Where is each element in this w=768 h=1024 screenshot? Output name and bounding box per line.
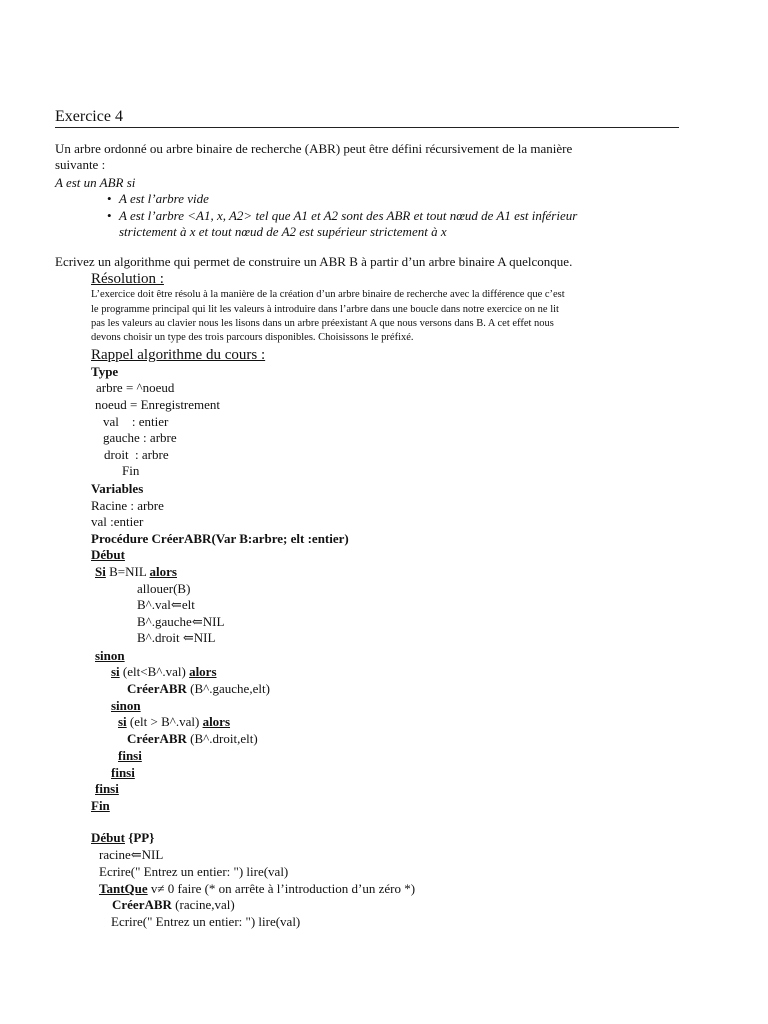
if-line-2: si (elt<B^.val) alors <box>111 664 217 679</box>
left-arrow-icon: ⇐ <box>170 597 182 612</box>
resolution-line-2: le programme principal qui lit les valeurs à introduire dans l’arbre dans une boucle dans notre exercice on ne lit <box>91 304 559 315</box>
val-variable: val :entier <box>91 514 144 529</box>
variables-keyword: Variables <box>91 481 144 496</box>
arbre-declaration: arbre = ^noeud <box>96 380 175 395</box>
intro-line-1: Un arbre ordonné ou arbre binaire de recherche (ABR) peut être défini récursivement de la manière <box>55 141 573 156</box>
assign-droit: B^.droit ⇐NIL <box>137 630 216 645</box>
bullet-item-1: • A est l’arbre vide <box>107 191 209 206</box>
sinon-keyword-2: sinon <box>111 698 141 713</box>
tantque-line: TantQue v≠ 0 faire (* on arrête à l’introduction d’un zéro *) <box>99 881 416 896</box>
resolution-line-3: pas les valeurs au clavier nous les lisons dans un arbre préexistant A que nous versons dans B. A cet effet nous <box>91 318 554 329</box>
noeud-declaration: noeud = Enregistrement <box>95 397 221 412</box>
ecrire-line-1: Ecrire(" Entrez un entier: ") lire(val) <box>99 864 289 879</box>
assign-val: B^.val⇐elt <box>137 597 195 612</box>
val-field: val : entier <box>103 414 169 429</box>
intro-line-2: suivante : <box>55 157 106 172</box>
racine-init: racine⇐NIL <box>99 847 164 862</box>
debut-keyword: Début <box>91 547 125 562</box>
assign-gauche: B^.gauche⇐NIL <box>137 614 225 629</box>
bullet-item-2: • A est l’arbre <A1, x, A2> tel que A1 et A2 sont des ABR et tout nœud de A1 est inférieur <box>107 208 578 223</box>
ecrire-line-2: Ecrire(" Entrez un entier: ") lire(val) <box>111 914 301 929</box>
type-keyword: Type <box>91 364 119 379</box>
alors-keyword: alors <box>149 564 177 579</box>
main-call: CréerABR (racine,val) <box>112 897 235 912</box>
droit-field: droit : arbre <box>104 447 169 462</box>
resolution-heading: Résolution : <box>91 271 164 287</box>
title-rule <box>55 127 679 128</box>
alors-keyword: alors <box>202 714 231 729</box>
si-keyword: si <box>111 664 120 679</box>
if-line-1: Si B=NIL alors <box>95 564 177 579</box>
intro-line-3: A est un ABR si <box>55 175 136 190</box>
gauche-field: gauche : arbre <box>103 430 177 445</box>
si-keyword: si <box>118 714 127 729</box>
left-arrow-icon: ⇐ <box>182 630 194 645</box>
resolution-line-1: L’exercice doit être résolu à la manière de la création d’un arbre binaire de recherche avec la différence que c’est <box>91 289 565 300</box>
sinon-keyword: sinon <box>95 648 125 663</box>
exercise-title: Exercice 4 <box>55 108 123 125</box>
resolution-line-4: devons choisir un type des trois parcours disponibles. Choisissons le préfixé. <box>91 332 414 343</box>
finsi-keyword-2: finsi <box>111 765 135 780</box>
if-line-3: si (elt > B^.val) alors <box>118 714 231 729</box>
question-text: Ecrivez un algorithme qui permet de construire un ABR B à partir d’un arbre binaire A quelconque. <box>55 254 573 269</box>
allouer-call: allouer(B) <box>137 581 191 596</box>
alors-keyword: alors <box>189 664 217 679</box>
bullet-item-2-continuation: strictement à x et tout nœud de A2 est supérieur strictement à x <box>119 224 447 239</box>
bullet-dot-icon: • <box>107 208 112 223</box>
recursive-call-gauche: CréerABR (B^.gauche,elt) <box>127 681 270 696</box>
finsi-keyword-1: finsi <box>118 748 142 763</box>
rappel-heading: Rappel algorithme du cours : <box>91 347 266 363</box>
bullet-dot-icon: • <box>107 191 112 206</box>
left-arrow-icon: ⇐ <box>130 847 142 862</box>
debut-pp: Début {PP} <box>91 830 155 845</box>
fin-record: Fin <box>122 463 140 478</box>
fin-keyword: Fin <box>91 798 110 813</box>
racine-variable: Racine : arbre <box>91 498 164 513</box>
recursive-call-droit: CréerABR (B^.droit,elt) <box>127 731 258 746</box>
left-arrow-icon: ⇐ <box>191 614 203 629</box>
procedure-signature: Procédure CréerABR(Var B:arbre; elt :entier) <box>91 531 349 546</box>
finsi-keyword-3: finsi <box>95 781 119 796</box>
si-keyword: Si <box>95 564 106 579</box>
